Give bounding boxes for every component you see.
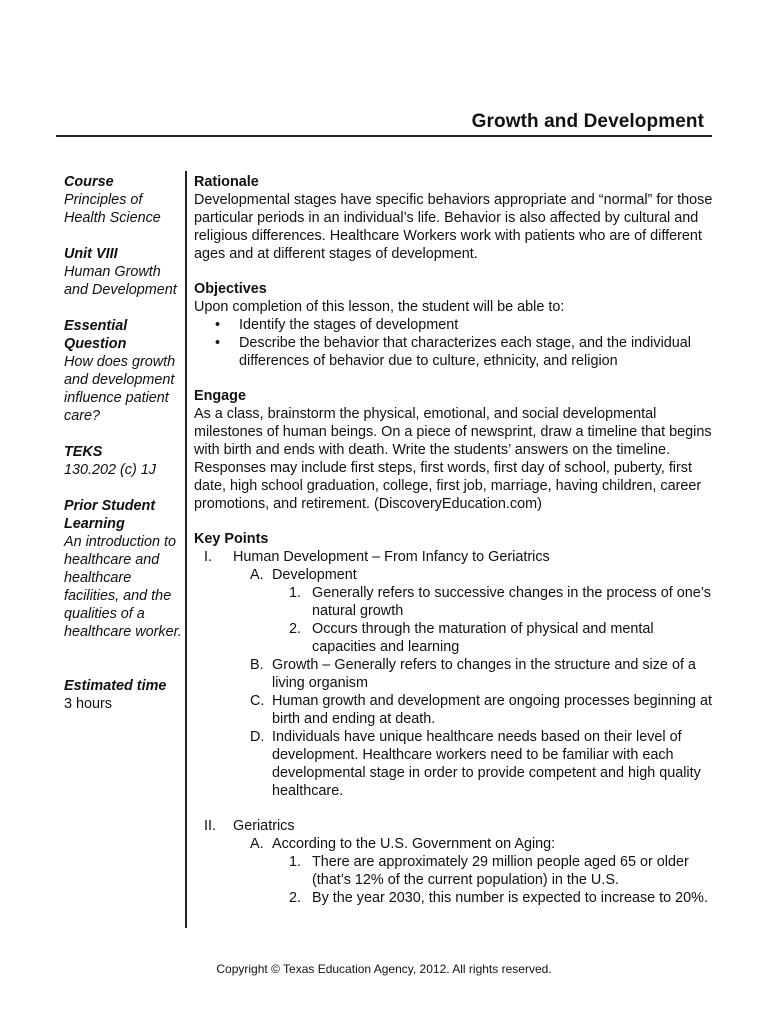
outline-item [194, 548, 719, 566]
outline-text: According to the U.S. Government on Aging: [272, 836, 556, 852]
spacer [194, 800, 719, 817]
outline-label: 2. [289, 890, 302, 906]
outline-text: Geriatrics [233, 818, 295, 834]
rationale-text: Developmental stages have specific behaviors appropriate and “normal” for those particular periods in an individual’s life. Behavior is also affected by cultural and religious differences. Healthcare Workers work with patients who are of different ages and at different stages of development. [194, 192, 713, 262]
outline-item [194, 584, 719, 620]
footer-copyright: Copyright © Texas Education Agency, 2012. All rights reserved. [216, 962, 552, 976]
outline-item [194, 692, 719, 728]
bullet-item [194, 334, 719, 370]
section-heading: Rationale [194, 174, 259, 190]
sidebar-text: Principles of Health Science [64, 192, 161, 226]
sidebar-heading: TEKS [64, 444, 103, 460]
engage-section [194, 387, 719, 513]
sidebar-heading: Prior Student Learning [64, 498, 156, 532]
main-content [194, 173, 719, 907]
outline-text: Human growth and development are ongoing processes beginning at birth and ending at death. [272, 693, 713, 727]
sidebar-text: Human Growth and Development [64, 264, 177, 298]
outline-item [194, 889, 719, 907]
sidebar-essential-question [64, 317, 182, 425]
outline-item [194, 835, 719, 853]
outline-text: Development [272, 567, 357, 583]
objectives-section [194, 280, 719, 370]
sidebar-course [64, 173, 182, 227]
outline-item [194, 817, 719, 835]
outline-label: I. [204, 549, 212, 565]
bullet-item [194, 316, 719, 334]
outline-text: Individuals have unique healthcare needs based on their level of development. Healthcare workers need to be familiar with each developmental stage in order to provide competent and high quality healthcare. [272, 729, 701, 799]
outline-item [194, 566, 719, 584]
outline-label: D. [250, 729, 265, 745]
section-heading: Objectives [194, 281, 267, 297]
sidebar-prior-learning [64, 497, 182, 641]
outline-label: 1. [289, 854, 302, 870]
sidebar-text: An introduction to healthcare and healthcare facilities, and the qualities of a healthcare worker. [64, 534, 182, 640]
outline-text: There are approximately 29 million people aged 65 or older (that’s 12% of the current population) in the U.S. [312, 854, 689, 888]
bullet-text: Describe the behavior that characterizes each stage, and the individual differences of behavior due to culture, ethnicity, and religion [239, 335, 691, 369]
column-divider [185, 171, 187, 928]
sidebar-teks [64, 443, 182, 479]
sidebar-estimated-time [64, 677, 182, 713]
outline-item [194, 728, 719, 800]
page-title: Growth and Development [471, 111, 704, 132]
sidebar-text: How does growth and development influence patient care? [64, 354, 176, 424]
outline-label: C. [250, 693, 265, 709]
outline-item [194, 620, 719, 656]
outline-label: 2. [289, 621, 302, 637]
key-points-section [194, 530, 719, 907]
sidebar-heading: Essential Question [64, 318, 128, 352]
outline-label: II. [204, 818, 216, 834]
objectives-intro: Upon completion of this lesson, the student will be able to: [194, 299, 565, 315]
sidebar-heading: Estimated time [64, 678, 167, 694]
rationale-section [194, 173, 719, 263]
bullet-glyph: • [215, 317, 221, 333]
sidebar [64, 173, 182, 731]
outline-text: Occurs through the maturation of physical and mental capacities and learning [312, 621, 654, 655]
outline-label: A. [250, 567, 264, 583]
engage-text: As a class, brainstorm the physical, emotional, and social developmental milestones of human beings. On a piece of newsprint, draw a timeline that begins with birth and ends with death. Write the students’ answers on the timeline. Responses may include first steps, first words, first day of school, puberty, first date, high school graduation, college, first job, marriage, having children, career promotions, and retirement. (DiscoveryEducation.com) [194, 406, 712, 512]
outline-text: By the year 2030, this number is expected to increase to 20%. [312, 890, 708, 906]
outline-text: Human Development – From Infancy to Geriatrics [233, 549, 550, 565]
outline-label: 1. [289, 585, 302, 601]
outline-item [194, 656, 719, 692]
section-heading: Key Points [194, 531, 269, 547]
sidebar-heading: Course [64, 174, 114, 190]
bullet-text: Identify the stages of development [239, 317, 459, 333]
outline-text: Growth – Generally refers to changes in the structure and size of a living organism [272, 657, 696, 691]
sidebar-unit [64, 245, 182, 299]
outline-item [194, 853, 719, 889]
title-rule [56, 135, 712, 137]
sidebar-heading: Unit VIII [64, 246, 118, 262]
outline-text: Generally refers to successive changes in the process of one’s natural growth [312, 585, 711, 619]
sidebar-text: 3 hours [64, 696, 112, 712]
bullet-glyph: • [215, 335, 221, 351]
sidebar-text: 130.202 (c) 1J [64, 462, 156, 478]
section-heading: Engage [194, 388, 246, 404]
outline-label: A. [250, 836, 264, 852]
outline-label: B. [250, 657, 264, 673]
